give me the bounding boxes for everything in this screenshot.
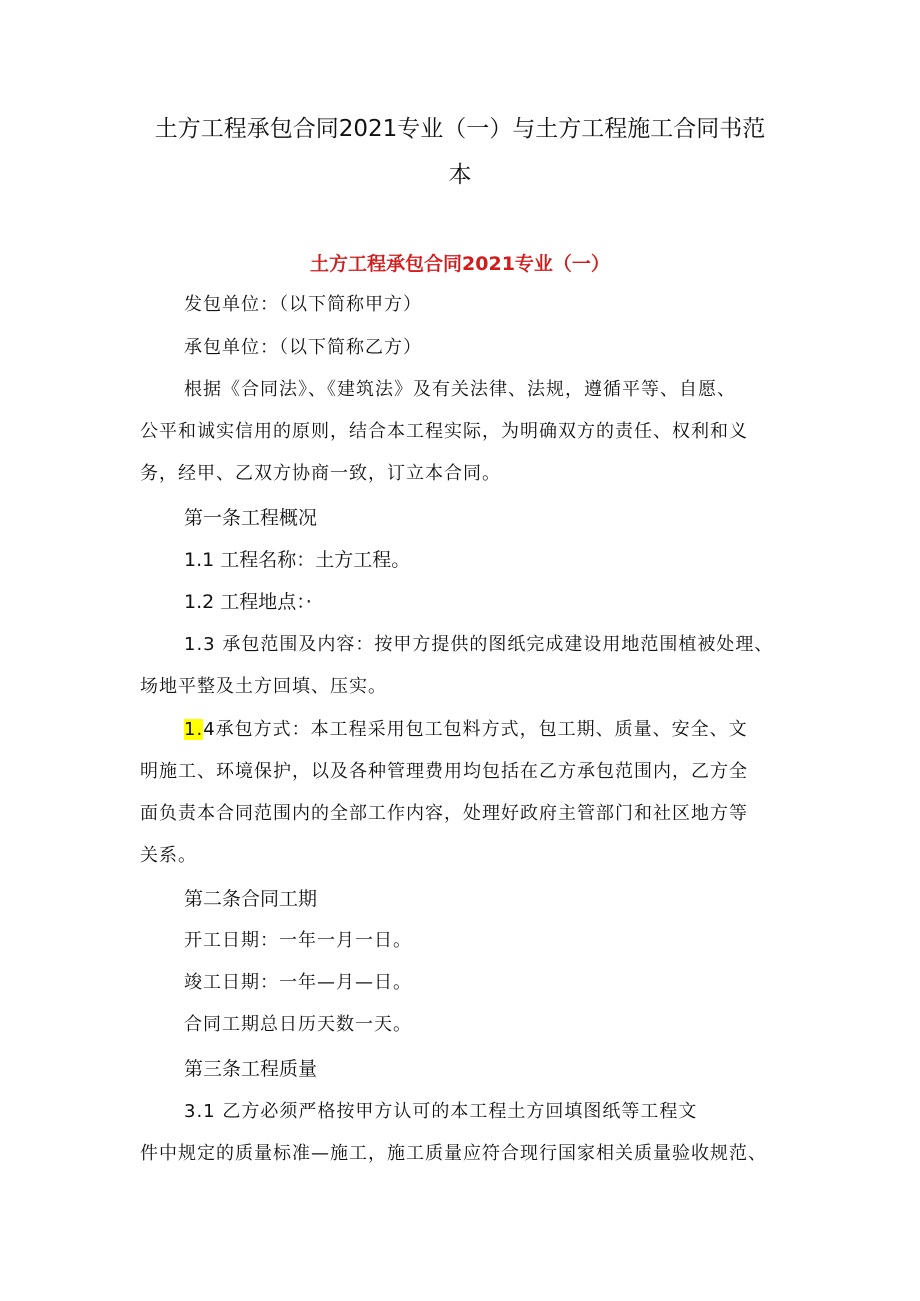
start-date-line: 开工日期：一年一月一日。: [184, 930, 412, 951]
end-date-line: 竣工日期：一年—月—日。: [184, 972, 412, 993]
title-line-1: 土方工程承包合同2021专业（一）与土方工程施工合同书范: [154, 116, 766, 142]
intro-line-2: 公平和诚实信用的原则，结合本工程实际，为明确双方的责任、权利和义: [140, 421, 748, 442]
article-3-heading: 第三条工程质量: [184, 1058, 318, 1080]
clause-1-3-line-2: 场地平整及土方回填、压实。: [140, 676, 387, 697]
clause-1-1: 1.1 工程名称：土方工程。: [184, 549, 411, 571]
document-title: [140, 106, 780, 198]
clause-1-4-line-4: 关系。: [140, 845, 197, 866]
clause-1-4-line-1: [140, 709, 834, 751]
contractor-line: 承包单位：（以下简称乙方）: [184, 337, 422, 358]
clause-1-4-line-3: 面负责本合同范围内的全部工作内容，处理好政府主管部门和社区地方等: [140, 803, 748, 824]
clause-1-2: 1.2 工程地点：·: [184, 591, 312, 613]
title-line-2: 本: [448, 162, 472, 188]
duration-line: 合同工期总日历天数一天。: [184, 1014, 412, 1035]
employer-line: 发包单位：（以下简称甲方）: [184, 294, 422, 315]
clause-1-3-line-1: 1.3 承包范围及内容：按甲方提供的图纸完成建设用地范围植被处理、: [184, 634, 774, 655]
intro-line-3: 务，经甲、乙双方协商一致，订立本合同。: [140, 463, 501, 484]
clause-3-1-line-1: 3.1 乙方必须严格按甲方认可的本工程土方回填图纸等工程文: [184, 1101, 698, 1122]
clause-1-4-line-2: 明施工、环境保护，以及各种管理费用均包括在乙方承包范围内，乙方全: [140, 761, 748, 782]
intro-line-1: 根据《合同法》、《建筑法》及有关法律、法规，遵循平等、自愿、: [184, 379, 736, 400]
highlighted-number: 1.: [184, 719, 204, 740]
article-1-heading: 第一条工程概况: [184, 507, 318, 529]
clause-1-4-text: 4承包方式：本工程采用包工包料方式，包工期、质量、安全、文: [203, 719, 748, 740]
clause-3-1-line-2: 件中规定的质量标准—施工，施工质量应符合现行国家相关质量验收规范、: [140, 1143, 767, 1164]
section-title: 土方工程承包合同2021专业（一）: [310, 253, 610, 275]
article-2-heading: 第二条合同工期: [184, 888, 318, 910]
